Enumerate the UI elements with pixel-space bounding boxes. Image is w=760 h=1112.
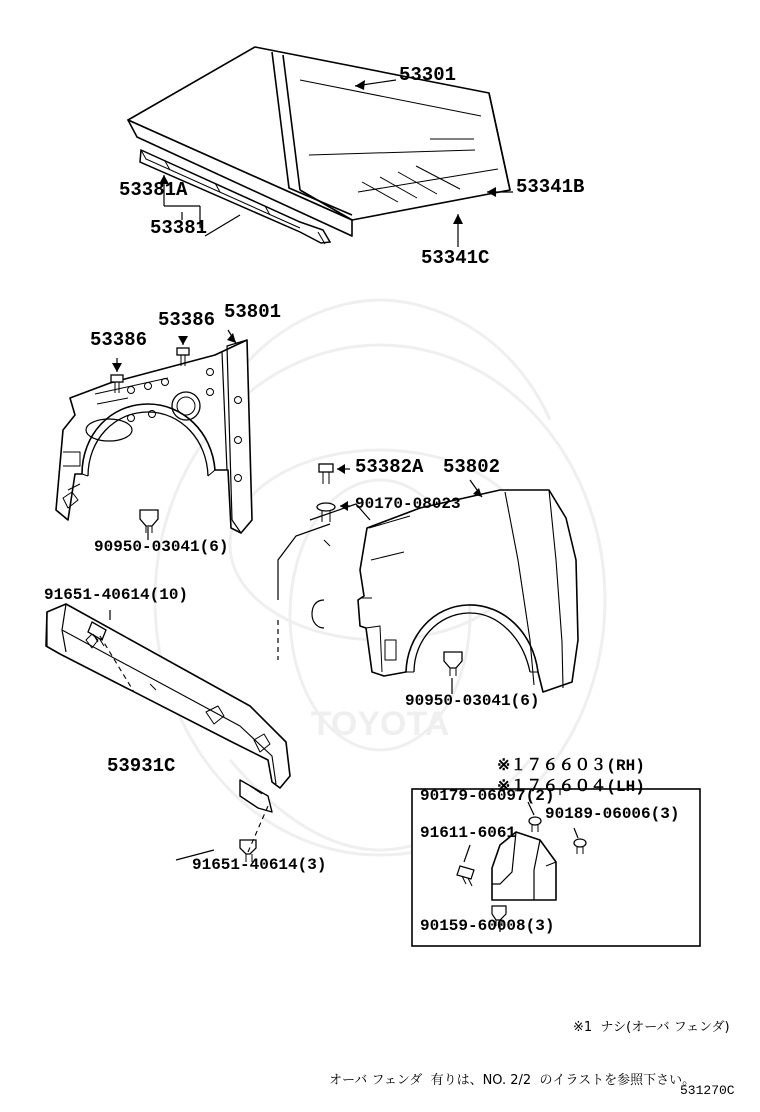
- label-53386-left: 53386: [90, 329, 148, 351]
- label-91651-40614-3: 91651-40614(3): [192, 856, 327, 874]
- label-91611-6061: 91611-6061: [420, 824, 517, 842]
- sheet-code: 531270C: [680, 1083, 735, 1098]
- label-90179-06097: 90179-06097(2): [420, 787, 555, 805]
- part-clip-90950-right: [444, 652, 462, 676]
- label-53931c: 53931C: [107, 755, 176, 777]
- part-apron-panel-53931c: [46, 604, 290, 812]
- label-90159-60008: 90159-60008(3): [420, 917, 555, 935]
- part-bolt-53382a: [319, 464, 333, 484]
- label-53386-right: 53386: [158, 309, 216, 331]
- label-53381: 53381: [150, 217, 208, 239]
- label-53301: 53301: [399, 64, 457, 86]
- part-clip-90950-left: [140, 510, 158, 533]
- note-overfender-none: ※1 ナシ(オーバ フェンダ): [573, 1020, 730, 1035]
- label-53341c: 53341C: [421, 247, 490, 269]
- label-53382a: 53382A: [355, 456, 424, 478]
- label-90950-right: 90950-03041(6): [405, 692, 540, 710]
- label-90950-left: 90950-03041(6): [94, 538, 229, 556]
- label-53381a: 53381A: [119, 179, 188, 201]
- label-76604-lh: ※１７６６０４(LH): [497, 778, 645, 796]
- label-91651-40614-10: 91651-40614(10): [44, 586, 189, 604]
- part-fender-53802: [358, 490, 578, 692]
- note-see-illustration: オーバ フェンダ 有りは、NO. 2/2 のイラストを参照下さい。: [329, 1073, 696, 1088]
- label-53801: 53801: [224, 301, 282, 323]
- label-90170-08023: 90170-08023: [355, 495, 461, 513]
- svg-text:TOYOTA: TOYOTA: [310, 705, 450, 743]
- label-76603-rh: ※１７６６０３(RH): [497, 757, 645, 775]
- label-53341b: 53341B: [516, 176, 585, 198]
- part-fender-apron-53801: [56, 340, 252, 533]
- label-53802: 53802: [443, 456, 501, 478]
- label-90189-06006: 90189-06006(3): [545, 805, 680, 823]
